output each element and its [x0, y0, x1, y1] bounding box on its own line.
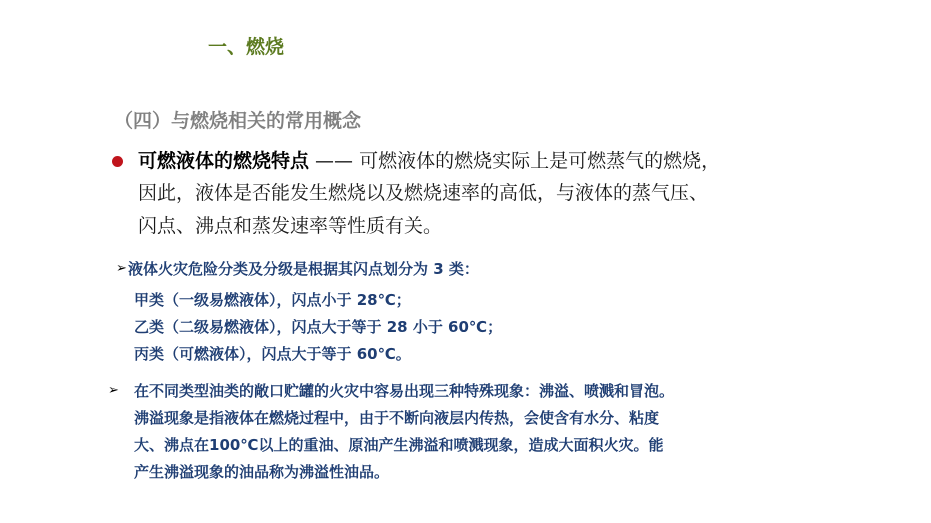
classification-heading: 液体火灾危险分类及分级是根据其闪点划分为 3 类： — [128, 260, 479, 278]
main-bullet-line-3: 闪点、沸点和蒸发速率等性质有关。 — [138, 215, 443, 237]
boilover-line-4: 产生沸溢现象的油品称为沸溢性油品。 — [134, 463, 390, 481]
main-bullet-line-2: 因此，液体是否能发生燃烧以及燃烧速率的高低，与液体的蒸气压、 — [138, 182, 709, 204]
classification-arrow-icon: ➢ — [116, 261, 127, 276]
classification-item-1: 甲类（一级易燃液体），闪点小于 28℃； — [134, 291, 411, 309]
classification-item-2: 乙类（二级易燃液体），闪点大于等于 28 小于 60℃； — [134, 318, 503, 336]
bullet-dot-icon — [112, 156, 123, 167]
main-bullet-term: 可燃液体的燃烧特点 — [138, 150, 310, 172]
main-bullet-line-1 — [138, 147, 720, 175]
boilover-line-3: 大、沸点在100℃以上的重油、原油产生沸溢和喷溅现象，造成大面积火灾。能 — [134, 436, 664, 454]
boilover-line-2: 沸溢现象是指液体在燃烧过程中，由于不断向液层内传热，会使含有水分、粘度 — [134, 409, 660, 427]
section-title: 一、燃烧 — [208, 36, 285, 58]
classification-item-3: 丙类（可燃液体），闪点大于等于 60℃。 — [134, 345, 411, 363]
boilover-arrow-icon: ➢ — [108, 383, 119, 398]
main-bullet-line-1-text: —— 可燃液体的燃烧实际上是可燃蒸气的燃烧， — [309, 150, 721, 172]
boilover-line-1: 在不同类型油类的敞口贮罐的火灾中容易出现三种特殊现象：沸溢、喷溅和冒泡。 — [134, 382, 675, 400]
sub-title: （四）与燃烧相关的常用概念 — [114, 110, 362, 132]
